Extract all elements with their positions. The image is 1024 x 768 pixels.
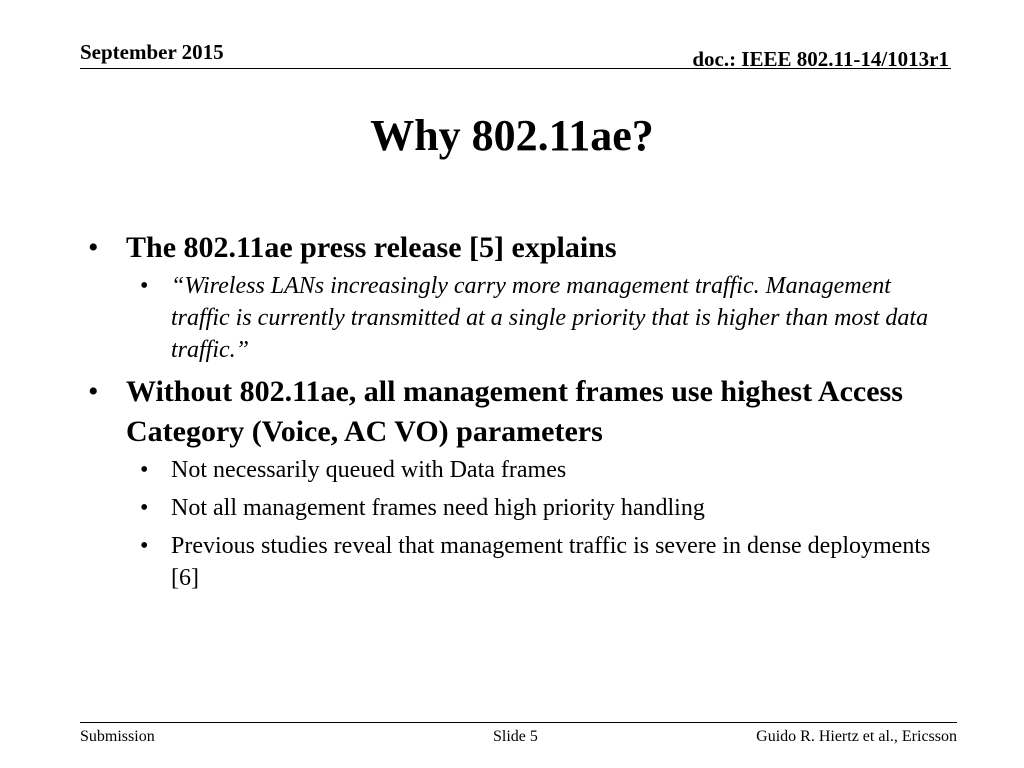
sub-bullet-item-quote bbox=[80, 270, 940, 366]
header-date: September 2015 bbox=[80, 40, 224, 64]
header-divider bbox=[80, 68, 951, 69]
bullet-dot-icon: • bbox=[140, 495, 149, 521]
bullet-item-press-release bbox=[80, 228, 940, 366]
slide-title: Why 802.11ae? bbox=[370, 111, 654, 160]
bullet-dot-icon: • bbox=[140, 273, 149, 299]
footer-divider bbox=[80, 722, 957, 723]
sub-bullet-list bbox=[80, 270, 940, 366]
sub-bullet-item bbox=[80, 530, 940, 594]
slide-body bbox=[80, 228, 940, 600]
bullet-text: Without 802.11ae, all management frames use highest Access Category (Voice, AC VO) parameters bbox=[126, 375, 903, 448]
bullet-item-without-802-11ae bbox=[80, 372, 940, 594]
bullet-list bbox=[80, 228, 940, 594]
sub-bullet-list bbox=[80, 454, 940, 594]
footer-slide-number: Slide 5 bbox=[493, 728, 538, 745]
bullet-dot-icon: • bbox=[88, 231, 99, 264]
sub-bullet-item bbox=[80, 454, 940, 486]
footer-submission: Submission bbox=[80, 728, 155, 745]
footer-author: Guido R. Hiertz et al., Ericsson bbox=[756, 728, 957, 745]
sub-bullet-item bbox=[80, 492, 940, 524]
sub-bullet-text: Not necessarily queued with Data frames bbox=[171, 457, 567, 483]
sub-bullet-text: Previous studies reveal that management traffic is severe in dense deployments [6] bbox=[171, 533, 931, 591]
bullet-dot-icon: • bbox=[88, 375, 99, 408]
sub-bullet-text: “Wireless LANs increasingly carry more management traffic. Management traffic is currently transmitted at a single priority that is higher than most data traffic.” bbox=[171, 273, 929, 363]
bullet-dot-icon: • bbox=[140, 457, 149, 483]
bullet-text: The 802.11ae press release [5] explains bbox=[126, 231, 617, 264]
sub-bullet-text: Not all management frames need high priority handling bbox=[171, 495, 705, 521]
bullet-dot-icon: • bbox=[140, 533, 149, 559]
header-doc-id: doc.: IEEE 802.11-14/1013r1 bbox=[692, 47, 949, 71]
